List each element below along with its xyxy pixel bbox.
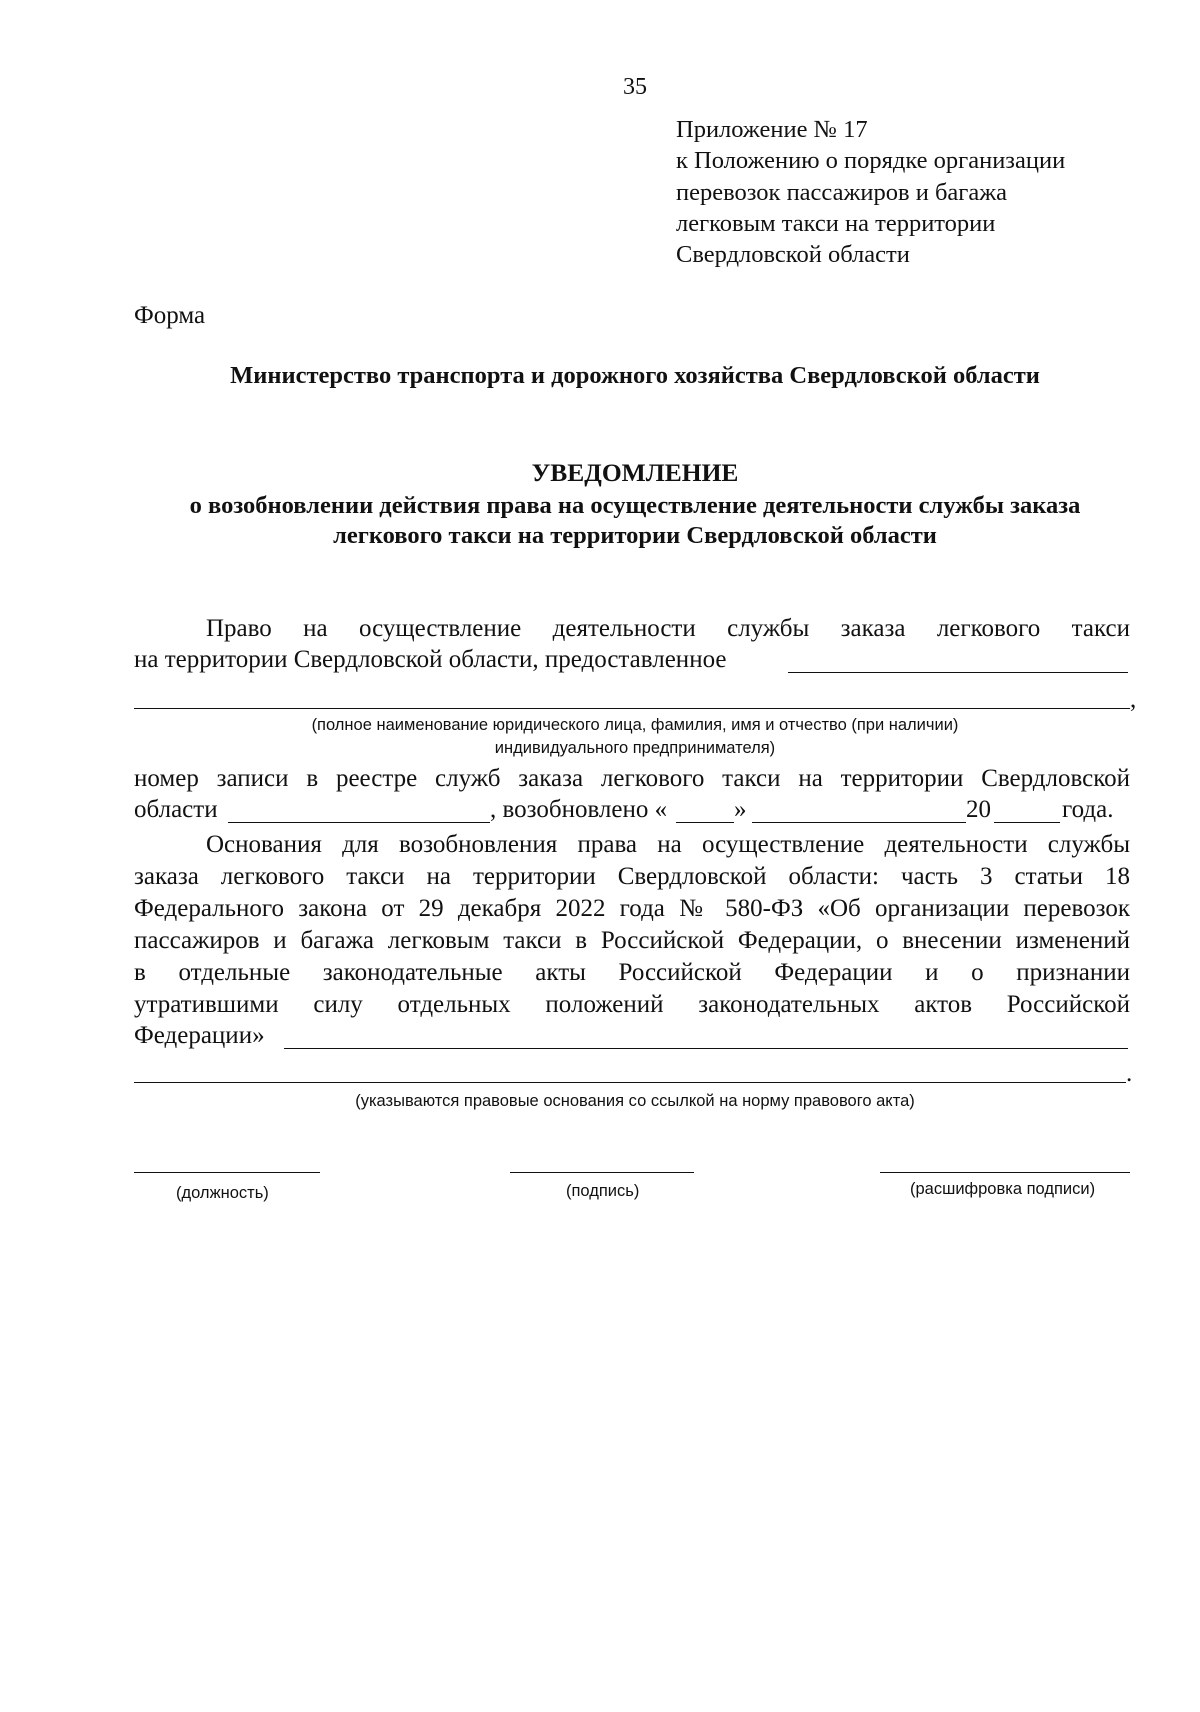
body-line: пассажиров и багажа легковым такси в Российской Федерации, о внесении изменений [134,927,1130,954]
position-field[interactable] [134,1172,320,1173]
notice-title: УВЕДОМЛЕНИЕ [531,458,739,487]
grantee-field-line-1[interactable] [788,672,1128,673]
appendix-line: Приложение № 17 [676,116,868,143]
body-line: в отдельные законодательные акты Российской Федерации и о признании [134,959,1130,986]
grantee-caption: (полное наименование юридического лица, фамилия, имя и отчество (при наличии) [311,716,959,734]
body-text: области [134,796,218,823]
grantee-caption: индивидуального предпринимателя) [494,739,776,757]
appendix-line: легковым такси на территории [676,209,996,237]
appendix-line: Свердловской области [676,241,910,269]
registry-number-field[interactable] [228,822,490,823]
appendix-line: к Положению о порядке организации [676,147,1066,175]
body-line: Федерального закона от 29 декабря 2022 года № 580-ФЗ «Об организации перевозок [134,895,1130,922]
body-text: » [734,796,747,823]
signature-decoding-field[interactable] [880,1172,1130,1173]
signature-field[interactable] [510,1172,694,1173]
form-label: Форма [134,302,206,329]
position-caption: (должность) [176,1184,269,1202]
appendix-line: перевозок пассажиров и багажа [676,178,1008,206]
body-text: года. [1062,796,1114,823]
grantee-field-line-2[interactable] [134,708,1130,709]
year-field[interactable] [994,822,1060,823]
month-field[interactable] [752,822,966,823]
day-field[interactable] [676,822,734,823]
body-line: утратившими силу отдельных положений законодательных актов Российской [134,991,1130,1018]
signature-caption: (подпись) [566,1182,640,1200]
body-line: номер записи в реестре служб заказа легкового такси на территории Свердловской [134,765,1130,792]
ministry-heading: Министерство транспорта и дорожного хозяйства Свердловской области [230,362,1040,389]
notice-subtitle-line: о возобновлении действия права на осуществление деятельности службы заказа [189,492,1081,519]
legal-basis-caption: (указываются правовые основания со ссылкой на норму правового акта) [355,1092,915,1110]
body-line: Основания для возобновления права на осуществление деятельности службы [206,831,1130,858]
body-line: заказа легкового такси на территории Свердловской области: часть 3 статьи 18 [134,863,1130,890]
body-line: на территории Свердловской области, предоставленное [134,646,727,673]
comma: , [1130,686,1137,713]
legal-basis-field-line-1[interactable] [284,1048,1128,1049]
body-text: , возобновлено « [490,796,668,823]
page-number: 35 [623,74,647,100]
body-line: Право на осуществление деятельности службы заказа легкового такси [206,615,1130,642]
legal-basis-field-line-2[interactable] [134,1082,1126,1083]
appendix-block [676,114,1065,270]
period: . [1126,1060,1133,1087]
signature-decoding-caption: (расшифровка подписи) [910,1180,1096,1198]
body-text: 20 [966,796,991,823]
notice-subtitle-line: легкового такси на территории Свердловской области [333,522,937,549]
body-text: Федерации» [134,1022,265,1049]
